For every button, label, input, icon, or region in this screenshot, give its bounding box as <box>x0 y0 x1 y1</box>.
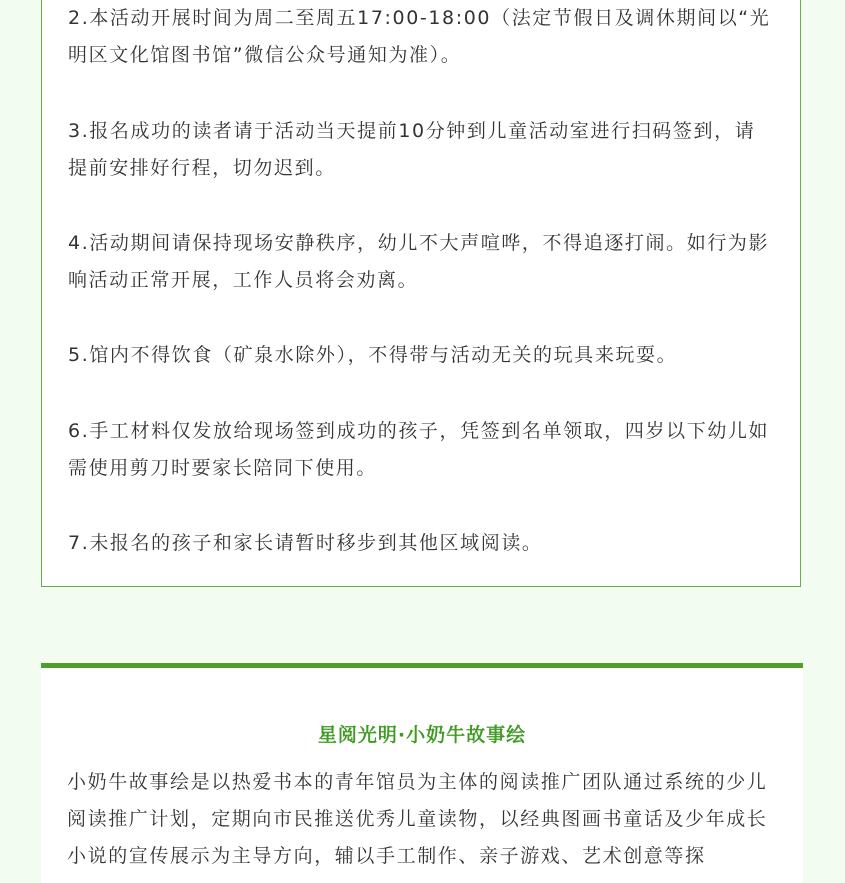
section-title: 星阅光明·小奶牛故事绘 <box>317 724 527 746</box>
section-body: 小奶牛故事绘是以热爱书本的青年馆员为主体的阅读推广团队通过系统的少儿阅读推广计划，定期向市民推送优秀儿童读物，以经典图画书童话及少年成长小说的宣传展示为主导方向，辅以手工制作、亲子游戏、艺术创意等探 <box>67 771 768 867</box>
notice-box <box>41 0 801 587</box>
story-section <box>41 663 803 883</box>
notice-item-5: 5.馆内不得饮食（矿泉水除外），不得带与活动无关的玩具来玩耍。 <box>68 344 678 366</box>
notice-item-6: 6.手工材料仅发放给现场签到成功的孩子，凭签到名单领取，四岁以下幼儿如需使用剪刀时要家长陪同下使用。 <box>68 420 770 479</box>
notice-item-2: 2.本活动开展时间为周二至周五17:00-18:00（法定节假日及调休期间以“光明区文化馆图书馆”微信公众号通知为准）。 <box>68 7 771 66</box>
notice-item-7: 7.未报名的孩子和家长请暂时移步到其他区域阅读。 <box>68 532 543 554</box>
notice-item-4: 4.活动期间请保持现场安静秩序，幼儿不大声喧哗，不得追逐打闹。如行为影响活动正常开展，工作人员将会劝离。 <box>68 232 770 291</box>
notice-item-3: 3.报名成功的读者请于活动当天提前10分钟到儿童活动室进行扫码签到，请提前安排好行程，切勿迟到。 <box>68 120 756 179</box>
